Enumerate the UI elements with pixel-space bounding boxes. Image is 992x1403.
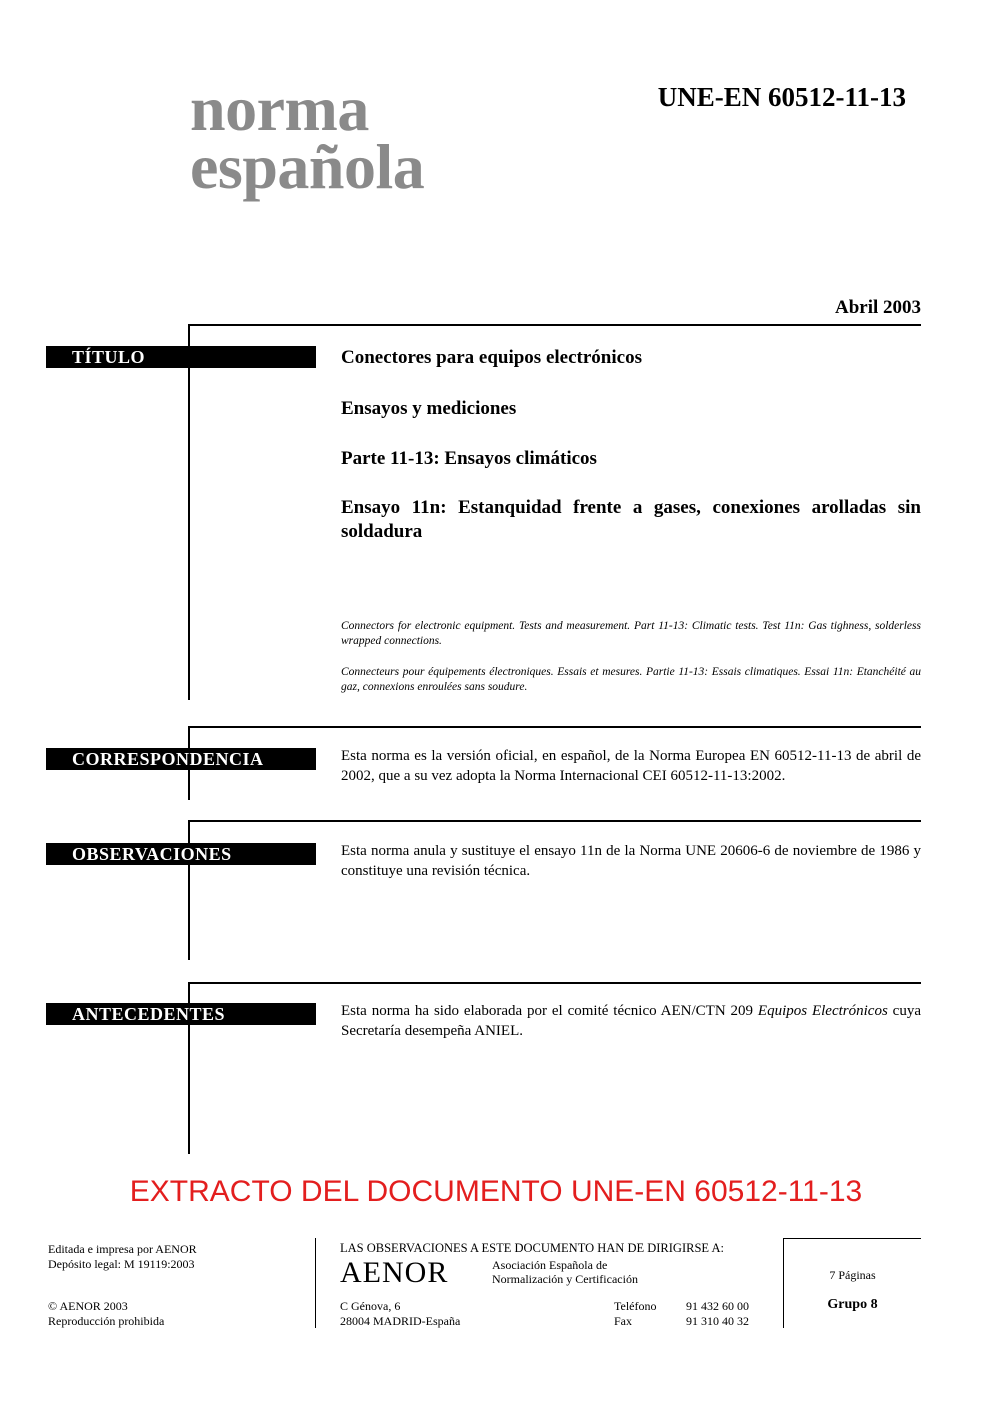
footer-divider-left	[315, 1238, 316, 1328]
footer-fax-label: Fax	[614, 1314, 632, 1328]
title-french: Connecteurs pour équipements électroniques. Essais et mesures. Partie 11-13: Essais climatiques. Essai 11n: Etanchéité au gaz, connexions enroulées sans soudure.	[341, 666, 921, 693]
title-line-1: Conectores para equipos electrónicos	[341, 347, 642, 368]
rule-observaciones	[188, 820, 190, 960]
title-english: Connectors for electronic equipment. Tests and measurement. Part 11-13: Climatic tests. Test 11n: Gas tighness, solderless wrapped connections.	[341, 620, 921, 647]
footer-copyright: © AENOR 2003	[48, 1299, 128, 1313]
divider-correspondencia	[188, 726, 921, 728]
brand-title	[190, 73, 425, 202]
aenor-name-line-2: Normalización y Certificación	[492, 1272, 638, 1286]
footer-box-left	[783, 1238, 784, 1328]
observaciones-text: Esta norma anula y sustituye el ensayo 11n de la Norma UNE 20606-6 de noviembre de 1986 y constituye una revisión técnica.	[341, 843, 921, 879]
standard-code: UNE-EN 60512-11-13	[657, 82, 906, 112]
title-line-4: Ensayo 11n: Estanquidad frente a gases, conexiones arolladas sin soldadura	[341, 497, 921, 542]
footer-box-top	[783, 1238, 921, 1239]
correspondencia-text: Esta norma es la versión oficial, en español, de la Norma Europea EN 60512-11-13 de abril de 2002, que a su vez adopta la Norma Internacional CEI 60512-11-13:2002.	[341, 748, 921, 784]
antecedentes-text-start: Esta norma ha sido elaborada por el comité técnico AEN/CTN 209	[341, 1003, 758, 1019]
brand-line-1: norma	[190, 73, 369, 144]
footer-pages: 7 Páginas	[829, 1268, 876, 1282]
footer-edited: Editada e impresa por AENOR	[48, 1242, 197, 1256]
footer-address-2: 28004 MADRID-España	[340, 1314, 461, 1328]
section-label-titulo: TÍTULO	[46, 346, 316, 368]
antecedentes-text	[341, 1001, 921, 1041]
footer-deposit: Depósito legal: M 19119:2003	[48, 1257, 195, 1271]
antecedentes-committee-name: Equipos Electrónicos	[757, 1003, 888, 1019]
footer-address-1: C Génova, 6	[340, 1299, 401, 1313]
aenor-name	[492, 1258, 638, 1286]
extract-notice: EXTRACTO DEL DOCUMENTO UNE-EN 60512-11-13	[129, 1175, 863, 1208]
divider-observaciones	[188, 820, 921, 822]
aenor-logo: AENOR	[340, 1256, 449, 1289]
publication-date: Abril 2003	[834, 297, 921, 318]
brand-line-2: española	[190, 131, 425, 202]
aenor-name-line-1: Asociación Española de	[492, 1258, 608, 1272]
footer-observations-heading: LAS OBSERVACIONES A ESTE DOCUMENTO HAN DE DIRIGIRSE A:	[340, 1241, 724, 1255]
section-label-observaciones: OBSERVACIONES	[46, 843, 316, 865]
footer-phone-label: Teléfono	[614, 1299, 657, 1313]
footer-phone-value: 91 432 60 00	[686, 1299, 749, 1313]
divider-top	[188, 324, 921, 326]
title-line-2: Ensayos y mediciones	[341, 398, 517, 419]
section-label-correspondencia: CORRESPONDENCIA	[46, 748, 316, 770]
title-line-3: Parte 11-13: Ensayos climáticos	[341, 448, 597, 469]
footer-group: Grupo 8	[827, 1297, 878, 1312]
divider-antecedentes	[188, 982, 921, 984]
footer-fax-value: 91 310 40 32	[686, 1314, 749, 1328]
footer-reproduction: Reproducción prohibida	[48, 1314, 165, 1328]
antecedentes-text-end: cuya Secretaría desempeña ANIEL.	[341, 1003, 921, 1039]
section-label-antecedentes: ANTECEDENTES	[46, 1003, 316, 1025]
rule-titulo	[188, 324, 190, 700]
